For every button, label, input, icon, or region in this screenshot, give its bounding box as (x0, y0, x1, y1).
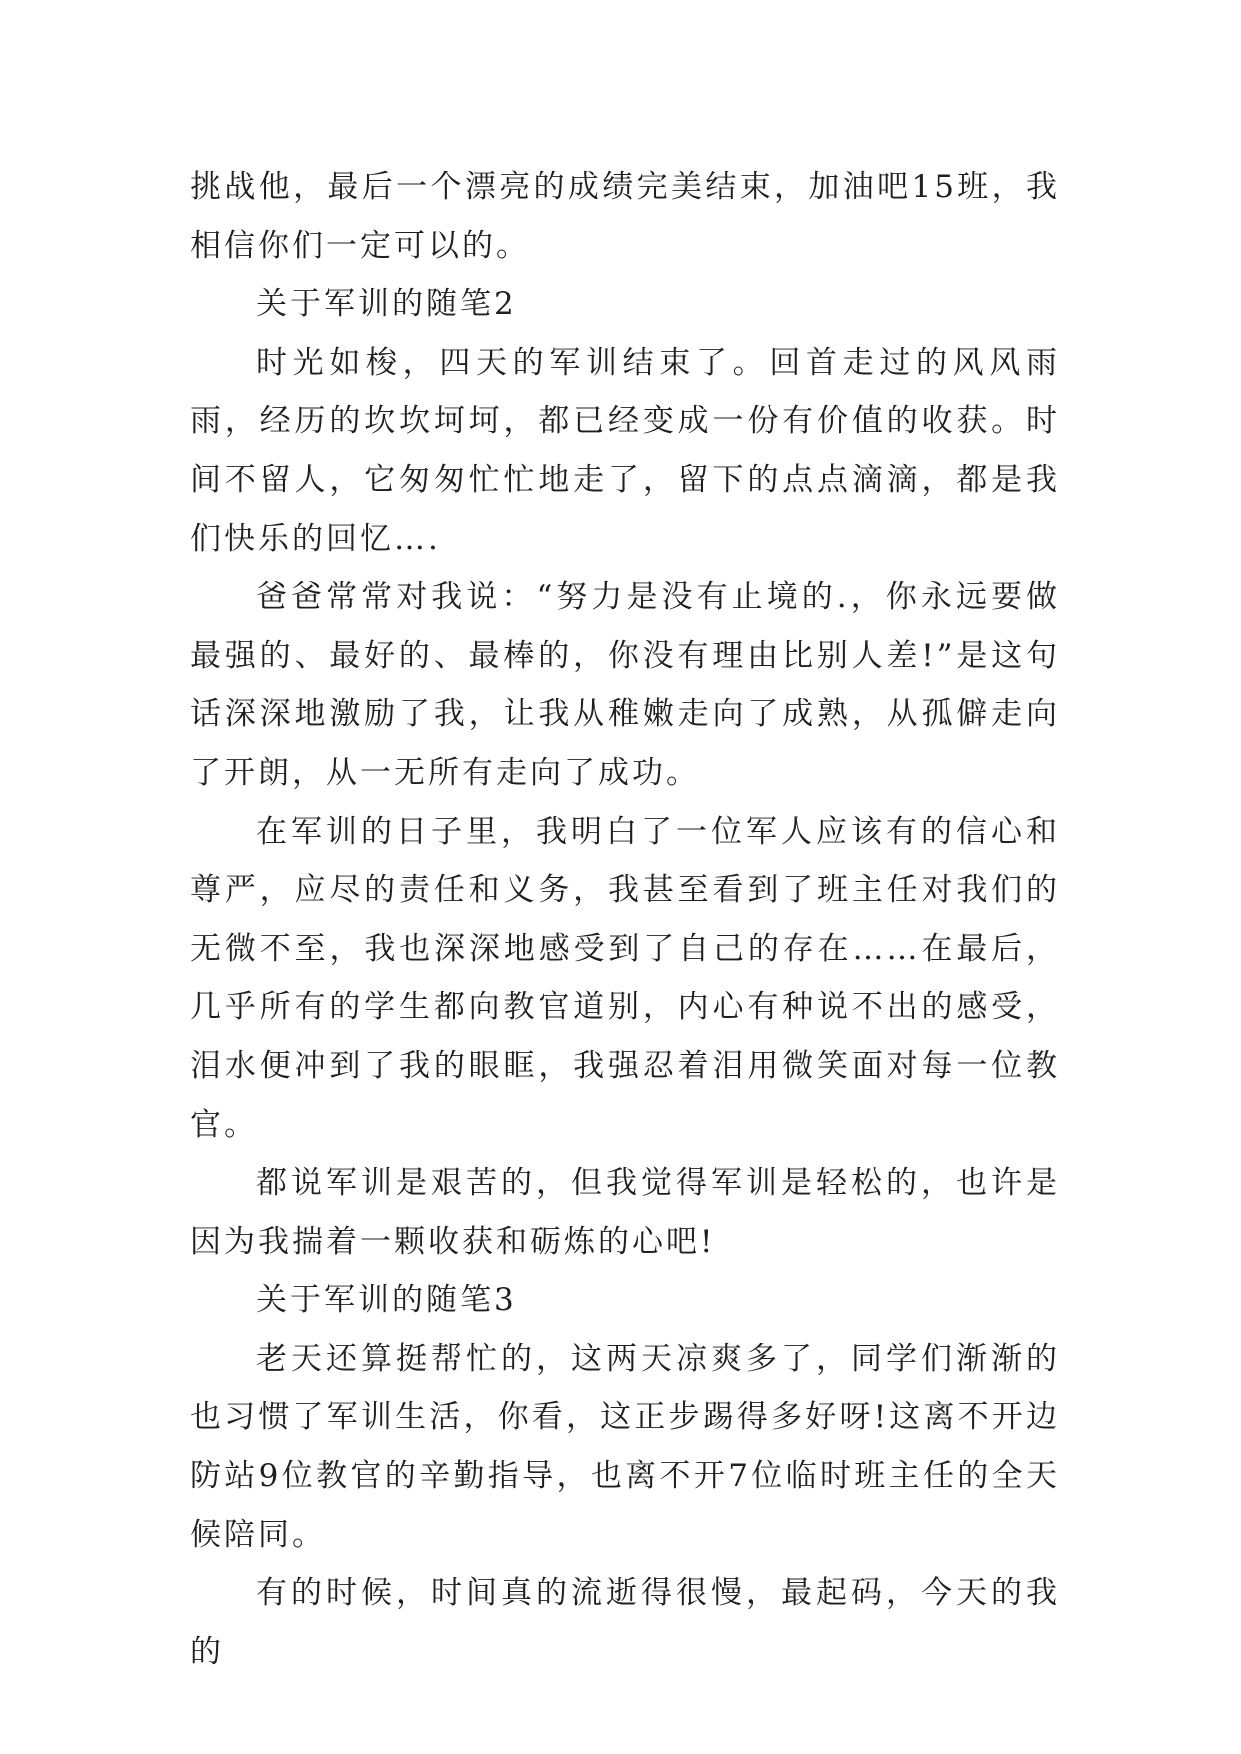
paragraph: 爸爸常常对我说：“努力是没有止境的.，你永远要做最强的、最好的、最棒的，你没有理由比别人差!”是这句话深深地激励了我，让我从稚嫩走向了成熟，从孤僻走向了开朗，从一无所有走向了成功。 (190, 579, 1060, 791)
paragraph: 老天还算挺帮忙的，这两天凉爽多了，同学们渐渐的也习惯了军训生活，你看，这正步踢得多好呀!这离不开边防站9位教官的辛勤指导，也离不开7位临时班主任的全天候陪同。 (190, 1340, 1060, 1553)
document-body (190, 158, 1060, 1681)
paragraph: 在军训的日子里，我明白了一位军人应该有的信心和尊严，应尽的责任和义务，我甚至看到了班主任对我们的无微不至，我也深深地感受到了自己的存在……在最后，几乎所有的学生都向教官道别，内心有种说不出的感受，泪水便冲到了我的眼眶，我强忍着泪用微笑面对每一位教官。 (190, 813, 1060, 1143)
section-heading-essay-3: 关于军训的随笔3 (256, 1282, 517, 1319)
paragraph: 时光如梭，四天的军训结束了。回首走过的风风雨雨，经历的坎坎坷坷，都已经变成一份有价值的收获。时间不留人，它匆匆忙忙地走了，留下的点点滴滴，都是我们快乐的回忆…. (190, 344, 1060, 557)
paragraph: 有的时候，时间真的流逝得很慢，最起码，今天的我的 (190, 1575, 1060, 1670)
section-heading-essay-2: 关于军训的随笔2 (256, 286, 517, 323)
paragraph: 都说军训是艰苦的，但我觉得军训是轻松的，也许是因为我揣着一颗收获和砺炼的心吧! (190, 1165, 1060, 1260)
paragraph-continuation: 挑战他，最后一个漂亮的成绩完美结束，加油吧15班，我相信你们一定可以的。 (190, 169, 1060, 264)
